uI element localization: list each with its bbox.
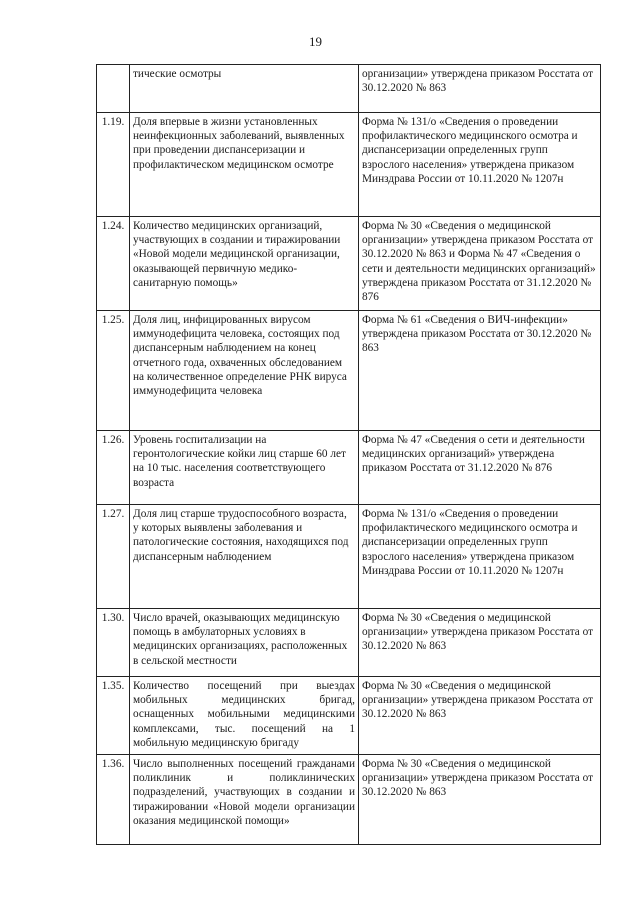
table-row: [97, 113, 601, 217]
row-number: 1.36.: [97, 755, 130, 845]
row-number: 1.25.: [97, 311, 130, 431]
source-cell: Форма № 131/о «Сведения о проведении профилактического медицинского осмотра и диспансеризации определенных групп взрослого населения» утверждена приказом Минздрава России от 10.11.2020 № 1207н: [359, 505, 601, 609]
indicator-cell: Число выполненных посещений гражданами поликлиник и поликлинических подразделений, участвующих в создании и тиражировании «Новой модели организации оказания медицинской помощи»: [130, 755, 359, 845]
table-row: [97, 65, 601, 113]
row-number: 1.30.: [97, 609, 130, 677]
page-number: 19: [309, 34, 322, 49]
source-cell: Форма № 30 «Сведения о медицинской организации» утверждена приказом Росстата от 30.12.2020 № 863: [359, 755, 601, 845]
table-row: [97, 677, 601, 755]
table-row: [97, 609, 601, 677]
row-number: [97, 65, 130, 113]
row-number: 1.26.: [97, 431, 130, 505]
table-row: [97, 755, 601, 845]
source-cell: Форма № 30 «Сведения о медицинской организации» утверждена приказом Росстата от 30.12.2020 № 863: [359, 609, 601, 677]
indicator-cell: Число врачей, оказывающих медицинскую помощь в амбулаторных условиях в медицинских организациях, расположенных в сельской местности: [130, 609, 359, 677]
indicator-cell: Количество посещений при выездах мобильных медицинских бригад, оснащенных мобильными медицинскими комплексами, тыс. посещений на 1 мобильную медицинскую бригаду: [130, 677, 359, 755]
source-cell: Форма № 30 «Сведения о медицинской организации» утверждена приказом Росстата от 30.12.2020 № 863: [359, 677, 601, 755]
row-number: 1.35.: [97, 677, 130, 755]
source-cell: Форма № 30 «Сведения о медицинской организации» утверждена приказом Росстата от 30.12.2020 № 863 и Форма № 47 «Сведения о сети и деятельности медицинских организаций» утверждена приказом Росстата от 31.12.2020 № 876: [359, 217, 601, 311]
indicator-cell: Уровень госпитализации на геронтологические койки лиц старше 60 лет на 10 тыс. населения соответствующего возраста: [130, 431, 359, 505]
source-cell: Форма № 131/о «Сведения о проведении профилактического медицинского осмотра и диспансеризации определенных групп взрослого населения» утверждена приказом Минздрава России от 10.11.2020 № 1207н: [359, 113, 601, 217]
source-cell: Форма № 47 «Сведения о сети и деятельности медицинских организаций» утверждена приказом Росстата от 31.12.2020 № 876: [359, 431, 601, 505]
indicators-table: [96, 64, 601, 845]
row-number: 1.19.: [97, 113, 130, 217]
table-row: [97, 505, 601, 609]
table-row: [97, 311, 601, 431]
table-row: [97, 431, 601, 505]
indicator-cell: Количество медицинских организаций, участвующих в создании и тиражировании «Новой модели медицинской организации, оказывающей первичную медико-санитарную помощь»: [130, 217, 359, 311]
indicator-cell: Доля лиц, инфицированных вирусом иммунодефицита человека, состоящих под диспансерным наблюдением на конец отчетного года, охваченных обследованием на количественное определение РНК вируса иммунодефицита человека: [130, 311, 359, 431]
row-number: 1.24.: [97, 217, 130, 311]
source-cell: Форма № 61 «Сведения о ВИЧ-инфекции» утверждена приказом Росстата от 30.12.2020 № 863: [359, 311, 601, 431]
table-row: [97, 217, 601, 311]
indicator-cell: Доля впервые в жизни установленных неинфекционных заболеваний, выявленных при проведении диспансеризации и профилактическом медицинском осмотре: [130, 113, 359, 217]
indicator-cell: тические осмотры: [130, 65, 359, 113]
row-number: 1.27.: [97, 505, 130, 609]
source-cell: организации» утверждена приказом Росстата от 30.12.2020 № 863: [359, 65, 601, 113]
indicator-cell: Доля лиц старше трудоспособного возраста, у которых выявлены заболевания и патологические состояния, находящихся под диспансерным наблюдением: [130, 505, 359, 609]
